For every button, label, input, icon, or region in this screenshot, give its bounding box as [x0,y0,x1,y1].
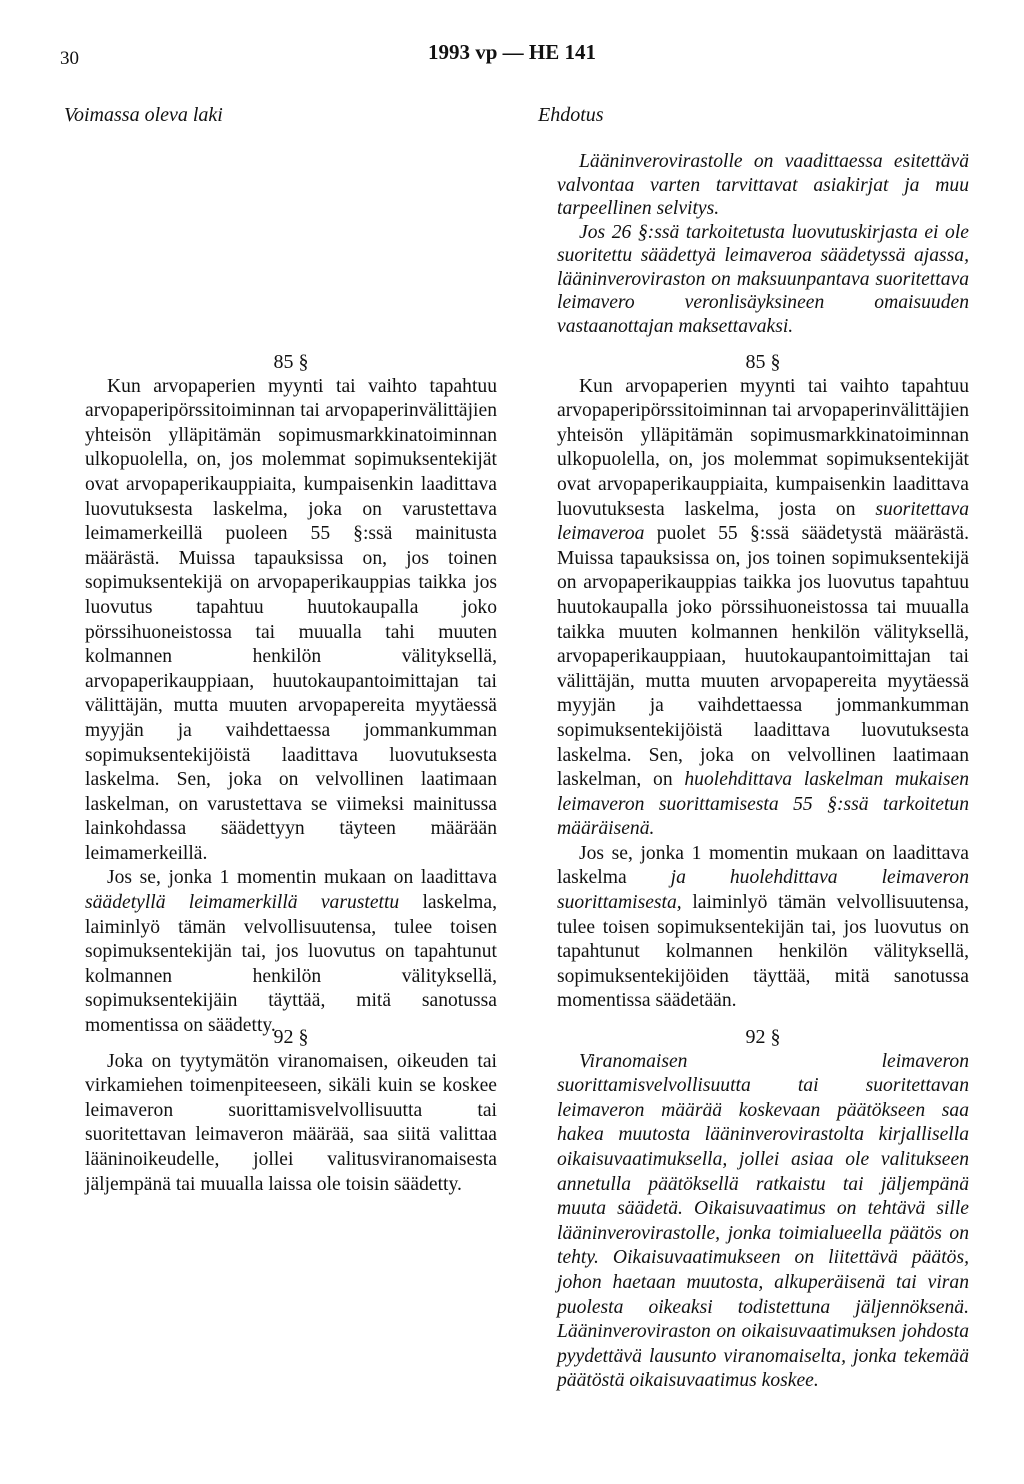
right-section-92-number: 92 § [745,1026,781,1048]
right-intro [557,150,969,338]
left-85-p2-text-a: Jos se, jonka 1 momentin mukaan on laadittava [107,867,497,889]
right-85-p2-text-a: Jos se, jonka 1 momentin mukaan on laadittava laskelma [557,842,969,889]
page-number: 30 [60,48,79,69]
right-85-p1-emphasis-1: suoritettava leimaveroa [557,498,969,545]
right-section-85-paragraph-1 [557,375,969,842]
right-column-heading: Ehdotus [538,104,604,126]
right-section-85-paragraph-2 [557,842,969,1014]
left-85-p2-emphasis: säädetyllä leimamerkillä varustettu [85,892,400,914]
right-section-92-paragraph-1: Viranomaisen leimaveron suorittamisvelvollisuutta tai suoritettavan leimaveron määrää koskevaan päätökseen saa hakea muutosta lääninverovirastolta kirjallisella oikaisuvaatimuksella, jollei asiaa ole valitukseen annetulla päätöksellä ratkaistu tai jäljempänä muuta säädetä. Oikaisuvaatimus on tehtävä sille lääninverovirastolle, jonka toimialueella päätös on tehty. Oikaisuvaatimukseen on liitettävä päätös, johon haetaan muutosta, alkuperäisenä tai viran puolesta oikeaksi todistettuna jäljennöksenä. Lääninveroviraston on oikaisuvaatimuksen johdosta pyydettävä lausunto viranomaiselta, jonka tekemää päätöstä oikaisuvaatimus koskee. [557,1050,969,1392]
left-section-92-number: 92 § [273,1026,309,1048]
left-85-p2-text-b: laskelma, laiminlyö tämän velvollisuutensa, tulee toisen sopimuksentekijän tai, jos luovutus on tapahtunut kolmannen henkilön välityksellä, sopimuksentekijäin täyttää, mitä sanotussa momentissa on säädetty. [85,892,497,1037]
left-section-92 [85,1025,497,1197]
right-85-p2-text-b: laiminlyö tämän velvollisuutensa, tulee toisen sopimuksentekijän tai, jos luovutus on tapahtunut kolmannen henkilön välityksellä, sopimuksentekijöiden täyttää, mitä sanotussa momentissa säädetään. [557,892,969,1012]
right-section-92 [557,1025,969,1394]
running-header: 1993 vp — HE 141 [427,40,597,64]
right-85-p2-emphasis: ja huolehdittava leimaveron suorittamisesta, [557,867,969,914]
left-section-85-paragraph-1: Kun arvopaperien myynti tai vaihto tapahtuu arvopaperipörssitoiminnan tai arvopaperinvälittäjien yhteisön ylläpitämän sopimusmarkkinatoiminnan ulkopuolella, on, jos molemmat sopimuksentekijät ovat arvopaperikauppiaita, kumpaisenkin laadittava luovutuksesta laskelma, joka on varustettava leimamerkeillä puoleen 55 §:ssä mainitusta määrästä. Muissa tapauksissa on, jos toinen sopimuksentekijä on arvopaperikauppias taikka jos luovutus tapahtuu huutokaupalla joko pörssihuoneistossa tai muualla tahi muuten kolmannen henkilön välityksellä, arvopaperikauppiaan, huutokaupantoimittajan tai välittäjän, mutta muuten arvopapereita myytäessä myyjän ja vaihdettaessa jommankumman sopimuksentekijöistä laadittava luovutuksesta laskelma. Sen, joka on velvollinen laatimaan laskelman, on varustettava se viimeksi mainitussa lainkohdassa säädettyyn täyteen määrään leimamerkeillä. [85,375,497,864]
left-section-85 [85,350,497,1039]
right-85-p1-emphasis-2: huolehdittava laskelman mukaisen leimaveron suorittamisesta 55 §:ssä tarkoitetun määräisenä. [557,769,969,840]
right-section-85-number: 85 § [745,351,781,373]
left-section-85-number: 85 § [273,351,309,373]
right-intro-paragraph-1: Lääninverovirastolle on vaadittaessa esitettävä valvontaa varten tarvittavat asiakirjat ja muu tarpeellinen selvitys. [557,151,969,219]
left-section-85-paragraph-2 [85,866,497,1038]
left-column-heading: Voimassa oleva laki [64,104,223,126]
right-intro-paragraph-2: Jos 26 §:ssä tarkoitetusta luovutuskirjasta ei ole suoritettu säädettyä leimaveroa säädetyssä ajassa, lääninveroviraston on maksuunpantava suoritettava leimavero veronlisäyksineen omaisuuden vastaanottajan maksettavaksi. [557,221,969,337]
left-section-92-paragraph-1: Joka on tyytymätön viranomaisen, oikeuden tai virkamiehen toimenpiteeseen, sikäli kuin se koskee leimaveron suorittamisvelvollisuutta tai suoritettavan leimaveron määrää, saa siitä valittaa lääninoikeudelle, jollei valitusviranomaisesta jäljempänä tai muualla laissa ole toisin säädetty. [85,1050,497,1195]
right-85-p1-text-a: Kun arvopaperien myynti tai vaihto tapahtuu arvopaperipörssitoiminnan tai arvopaperinvälittäjien yhteisön ylläpitämän sopimusmarkkinatoiminnan ulkopuolella, on, jos molemmat sopimuksentekijät ovat arvopaperikauppiaita, kumpaisenkin laadittava luovutuksesta laskelma, josta on [557,375,969,520]
right-section-85 [557,350,969,1014]
right-85-p1-text-b: puolet 55 §:ssä säädetystä määrästä. Muissa tapauksissa on, jos toinen sopimuksentekijä on arvopaperikauppias taikka jos luovutus tapahtuu huutokaupalla joko pörssihuoneistossa tai muualla taikka muuten kolmannen henkilön välityksellä, arvopaperikauppiaan, huutokaupantoimittajan tai välittäjän, mutta muuten arvopapereita myytäessä myyjän ja vaihdettaessa jommankumman sopimuksentekijöistä laadittava luovutuksesta laskelma. Sen, joka on velvollinen laatimaan laskelman, on [557,523,969,791]
